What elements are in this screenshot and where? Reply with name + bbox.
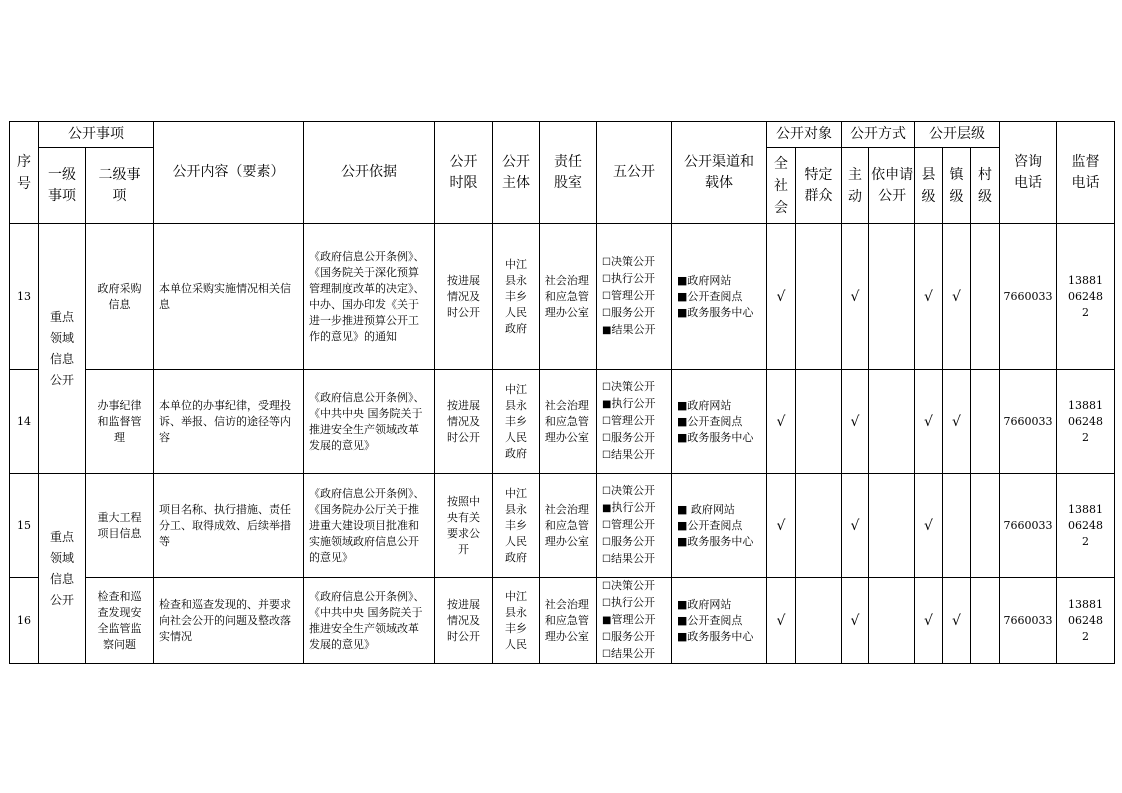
- header-method-group: 公开方式: [842, 122, 915, 148]
- checkbox-icon: ☐: [602, 382, 611, 393]
- header-level-town: 镇级: [943, 148, 971, 224]
- row-target-specific: [796, 474, 842, 578]
- header-dept: 责任股室: [540, 122, 597, 224]
- checkbox-icon: ☐: [602, 554, 611, 565]
- row-method-request: [869, 474, 915, 578]
- row-method-request: [869, 578, 915, 664]
- row-content: 本单位的办事纪律，受理投诉、举报、信访的途径等内容: [154, 370, 304, 474]
- row-target-specific: [796, 370, 842, 474]
- row-method-request: [869, 370, 915, 474]
- five-open-label: 服务公开: [610, 630, 655, 643]
- checkbox-icon: ■: [602, 325, 612, 336]
- row-level-village: [971, 474, 1000, 578]
- five-open-label: 决策公开: [610, 484, 655, 497]
- row-dept: 社会治理和应急管理办公室: [540, 224, 597, 370]
- row-method-request: [869, 224, 915, 370]
- row-dept: 社会治理和应急管理办公室: [540, 370, 597, 474]
- row-content: 检查和巡查发现的、并要求向社会公开的问题及整改落实情况: [154, 578, 304, 664]
- checkbox-icon: ☐: [602, 537, 611, 548]
- row-basis: 《政府信息公开条例》、《中共中央 国务院关于推进安全生产领域改革发展的意见》: [304, 370, 435, 474]
- five-open-label: 管理公开: [610, 414, 655, 427]
- channel-item: ■政务服务中心: [677, 430, 754, 444]
- row-five-open: [597, 370, 672, 474]
- row-level-village: [971, 578, 1000, 664]
- table-row: [10, 578, 1115, 664]
- header-target-all: 全社会: [767, 148, 796, 224]
- five-open-label: 结果公开: [611, 323, 656, 336]
- row-seq: 16: [10, 578, 39, 664]
- row-channels: [672, 224, 767, 370]
- five-open-item: [602, 551, 666, 568]
- channel-item: ■公开查阅点: [677, 518, 743, 532]
- five-open-label: 执行公开: [611, 397, 656, 410]
- header-level2: 二级事项: [86, 148, 154, 224]
- row-supervise-phone: 13881062482: [1057, 224, 1115, 370]
- checkbox-icon: ☐: [602, 416, 611, 427]
- five-open-item: [602, 517, 666, 534]
- five-open-item: [602, 396, 666, 413]
- channel-item: ■公开查阅点: [677, 414, 743, 428]
- header-basis: 公开依据: [304, 122, 435, 224]
- header-target-group: 公开对象: [767, 122, 842, 148]
- five-open-label: 决策公开: [610, 579, 655, 592]
- checkbox-icon: ☐: [602, 520, 611, 531]
- five-open-item: [602, 288, 666, 305]
- header-method-active: 主动: [842, 148, 869, 224]
- checkbox-icon: ☐: [602, 450, 611, 461]
- disclosure-table: [9, 121, 1115, 664]
- table-row: [10, 224, 1115, 370]
- row-level-town: [943, 474, 971, 578]
- row-method-active: √: [842, 474, 869, 578]
- five-open-label: 决策公开: [610, 380, 655, 393]
- five-open-label: 管理公开: [610, 289, 655, 302]
- row-target-specific: [796, 578, 842, 664]
- row-method-active: √: [842, 578, 869, 664]
- table-body: [10, 224, 1115, 664]
- table-header: [10, 122, 1115, 224]
- row-seq: 13: [10, 224, 39, 370]
- five-open-item: [602, 534, 666, 551]
- row-level-town: √: [943, 370, 971, 474]
- row-consult-phone: 7660033: [1000, 578, 1057, 664]
- row-target-all: √: [767, 224, 796, 370]
- row-target-all: √: [767, 474, 796, 578]
- row-subject: 中江县永丰乡人民政府: [493, 224, 540, 370]
- row-level2: 检查和巡查发现安全监管监察问题: [86, 578, 154, 664]
- checkbox-icon: ☐: [602, 274, 611, 285]
- five-open-item: [602, 271, 666, 288]
- header-consult-phone: 咨询电话: [1000, 122, 1057, 224]
- five-open-item: [602, 500, 666, 517]
- row-supervise-phone: 13881062482: [1057, 370, 1115, 474]
- row-level-town: √: [943, 224, 971, 370]
- checkbox-icon: ☐: [602, 308, 611, 319]
- checkbox-icon: ■: [602, 615, 612, 626]
- five-open-label: 结果公开: [610, 552, 655, 565]
- five-open-label: 服务公开: [610, 431, 655, 444]
- header-channel: 公开渠道和载体: [672, 122, 767, 224]
- five-open-label: 决策公开: [610, 255, 655, 268]
- checkbox-icon: ☐: [602, 257, 611, 268]
- five-open-item: [602, 447, 666, 464]
- header-seq: 序号: [10, 122, 39, 224]
- checkbox-icon: ☐: [602, 632, 611, 643]
- row-target-all: √: [767, 370, 796, 474]
- five-open-label: 执行公开: [611, 501, 656, 514]
- row-level-county: √: [915, 224, 943, 370]
- row-channels: [672, 474, 767, 578]
- row-consult-phone: 7660033: [1000, 224, 1057, 370]
- five-open-label: 服务公开: [610, 306, 655, 319]
- row-seq: 14: [10, 370, 39, 474]
- row-subject: 中江县永丰乡人民: [493, 578, 540, 664]
- row-method-active: √: [842, 370, 869, 474]
- row-level2: 重大工程项目信息: [86, 474, 154, 578]
- five-open-item: [602, 305, 666, 322]
- row-channels: [672, 578, 767, 664]
- row-dept: 社会治理和应急管理办公室: [540, 578, 597, 664]
- row-channels: [672, 370, 767, 474]
- row-level-county: √: [915, 474, 943, 578]
- row-time-limit: 按进展情况及时公开: [435, 370, 493, 474]
- checkbox-icon: ☐: [602, 486, 611, 497]
- five-open-item: [602, 322, 666, 339]
- five-open-label: 管理公开: [611, 613, 656, 626]
- row-dept: 社会治理和应急管理办公室: [540, 474, 597, 578]
- header-five-open: 五公开: [597, 122, 672, 224]
- five-open-item: [602, 430, 666, 447]
- table-row: [10, 370, 1115, 474]
- row-target-all: √: [767, 578, 796, 664]
- row-level2: 办事纪律和监督管理: [86, 370, 154, 474]
- channel-item: ■政府网站: [677, 597, 732, 611]
- row-level-county: √: [915, 578, 943, 664]
- header-level-group: 公开层级: [915, 122, 1000, 148]
- row-subject: 中江县永丰乡人民政府: [493, 370, 540, 474]
- row-consult-phone: 7660033: [1000, 474, 1057, 578]
- channel-item: ■政务服务中心: [677, 305, 754, 319]
- row-five-open: [597, 224, 672, 370]
- row-basis: 《政府信息公开条例》、《国务院办公厅关于推进重大建设项目批准和实施领域政府信息公开的意见》: [304, 474, 435, 578]
- checkbox-icon: ☐: [602, 433, 611, 444]
- row-time-limit: 按进展情况及时公开: [435, 578, 493, 664]
- five-open-item: [602, 483, 666, 500]
- header-subject: 公开主体: [493, 122, 540, 224]
- row-seq: 15: [10, 474, 39, 578]
- five-open-item: [602, 595, 666, 612]
- header-items-group: 公开事项: [39, 122, 154, 148]
- row-method-active: √: [842, 224, 869, 370]
- five-open-label: 结果公开: [610, 448, 655, 461]
- channel-item: ■政务服务中心: [677, 534, 754, 548]
- header-supervise-phone: 监督电话: [1057, 122, 1115, 224]
- channel-item: ■政府网站: [677, 273, 732, 287]
- row-five-open: [597, 474, 672, 578]
- five-open-label: 执行公开: [610, 272, 655, 285]
- five-open-item: [602, 646, 666, 663]
- row-content: 本单位采购实施情况相关信息: [154, 224, 304, 370]
- channel-item: ■政务服务中心: [677, 629, 754, 643]
- row-time-limit: 按进展情况及时公开: [435, 224, 493, 370]
- channel-item: ■公开查阅点: [677, 613, 743, 627]
- checkbox-icon: ■: [602, 503, 612, 514]
- five-open-label: 服务公开: [610, 535, 655, 548]
- header-method-request: 依申请公开: [869, 148, 915, 224]
- checkbox-icon: ■: [602, 399, 612, 410]
- group-label-cell: 重点领域信息公开: [39, 224, 86, 474]
- row-five-open: [597, 578, 672, 664]
- row-level-village: [971, 224, 1000, 370]
- five-open-label: 执行公开: [610, 596, 655, 609]
- checkbox-icon: ☐: [602, 649, 611, 660]
- group-label-cell: 重点领域信息公开: [39, 474, 86, 664]
- header-target-specific: 特定群众: [796, 148, 842, 224]
- channel-item: ■政府网站: [677, 398, 732, 412]
- row-content: 项目名称、执行措施、责任分工、取得成效、后续举措等: [154, 474, 304, 578]
- five-open-item: [602, 254, 666, 271]
- header-level1: 一级事项: [39, 148, 86, 224]
- row-supervise-phone: 13881062482: [1057, 474, 1115, 578]
- row-level-town: √: [943, 578, 971, 664]
- row-level-county: √: [915, 370, 943, 474]
- channel-item: ■公开查阅点: [677, 289, 743, 303]
- row-level2: 政府采购信息: [86, 224, 154, 370]
- row-supervise-phone: 13881062482: [1057, 578, 1115, 664]
- five-open-item: [602, 629, 666, 646]
- row-target-specific: [796, 224, 842, 370]
- header-level-county: 县级: [915, 148, 943, 224]
- header-level-village: 村级: [971, 148, 1000, 224]
- checkbox-icon: ☐: [602, 581, 611, 592]
- row-time-limit: 按照中央有关要求公开: [435, 474, 493, 578]
- row-basis: 《政府信息公开条例》、《国务院关于深化预算管理制度改革的决定》、中办、国办印发《关于进一步推进预算公开工作的意见》的通知: [304, 224, 435, 370]
- five-open-item: [602, 413, 666, 430]
- five-open-item: [602, 612, 666, 629]
- row-level-village: [971, 370, 1000, 474]
- row-basis: 《政府信息公开条例》、《中共中央 国务院关于推进安全生产领域改革发展的意见》: [304, 578, 435, 664]
- checkbox-icon: ☐: [602, 598, 611, 609]
- header-content: 公开内容（要素）: [154, 122, 304, 224]
- five-open-item: [602, 379, 666, 396]
- five-open-label: 结果公开: [610, 647, 655, 660]
- table-row: [10, 474, 1115, 578]
- five-open-item: [602, 578, 666, 595]
- row-subject: 中江县永丰乡人民政府: [493, 474, 540, 578]
- header-time-limit: 公开时限: [435, 122, 493, 224]
- checkbox-icon: ☐: [602, 291, 611, 302]
- five-open-label: 管理公开: [610, 518, 655, 531]
- channel-item: ■ 政府网站: [677, 502, 735, 516]
- row-consult-phone: 7660033: [1000, 370, 1057, 474]
